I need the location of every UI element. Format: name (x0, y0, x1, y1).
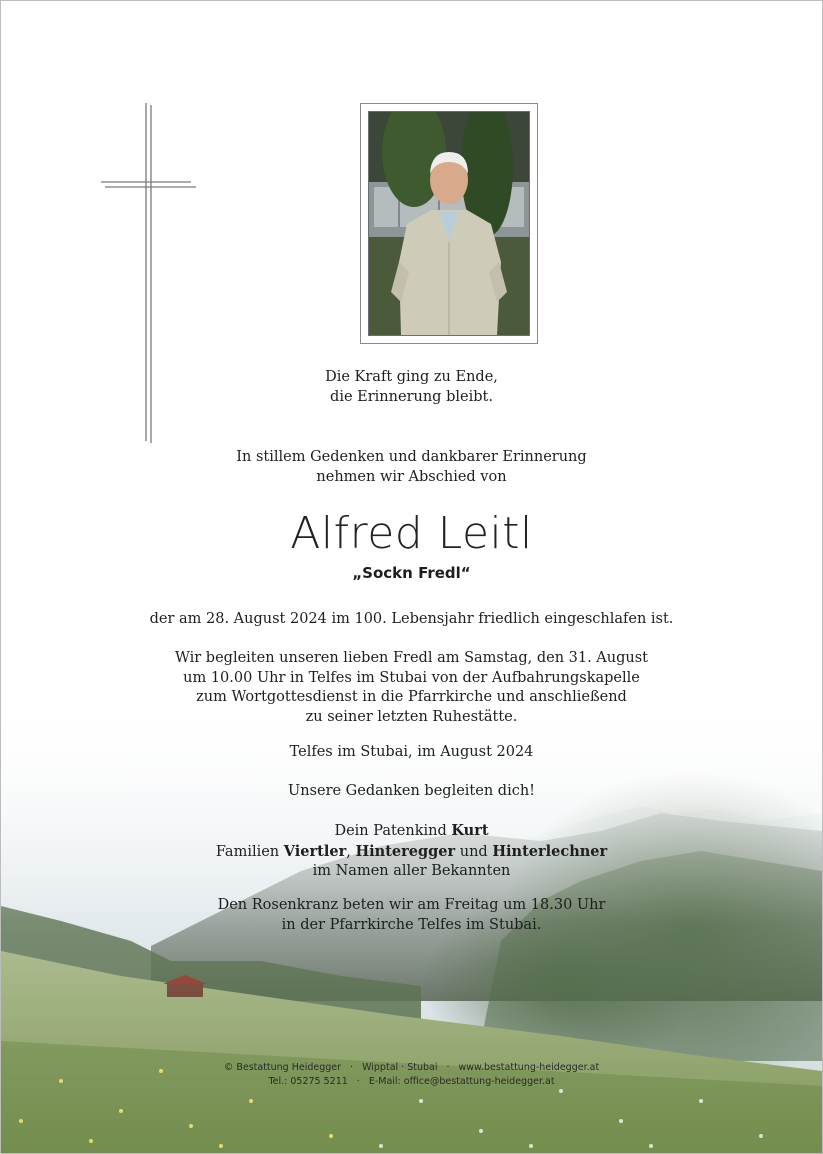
portrait-photo (368, 111, 530, 336)
deceased-nickname: „Sockn Fredl“ (352, 564, 471, 582)
rosary-line-1: Den Rosenkranz beten wir am Freitag um 18.30 Uhr (217, 897, 606, 913)
funeral-line-2: um 10.00 Uhr in Telfes im Stubai von der Aufbahrungskapelle (183, 669, 640, 686)
intro-line-2: nehmen wir Abschied von (316, 468, 507, 485)
footer-website[interactable]: www.bestattung-heidegger.at (458, 1062, 600, 1073)
families-comma: , (346, 843, 356, 860)
family-hinterlechner: Hinterlechner (492, 842, 608, 860)
families-and: und (455, 843, 493, 860)
place-date: Telfes im Stubai, im August 2024 (289, 744, 534, 760)
footer-line-1: © Bestattung Heidegger · Wipptal · Stubai · www.bestattung-heidegger.at (223, 1062, 600, 1073)
godchild-line (1, 821, 822, 842)
thoughts-line: Unsere Gedanken begleiten dich! (287, 783, 535, 799)
footer-phone: Tel.: 05275 5211 (268, 1076, 348, 1087)
godchild-prefix: Dein Patenkind (334, 823, 452, 839)
family-viertler: Viertler (283, 842, 347, 860)
footer-line-2: Tel.: 05275 5211 · E-Mail: office@bestattung-heidegger.at (268, 1076, 555, 1087)
footer-region: Wipptal · Stubai (362, 1062, 438, 1073)
deceased-name: Alfred Leitl (290, 508, 533, 559)
funeral-details (1, 649, 822, 727)
death-notice: der am 28. August 2024 im 100. Lebensjahr friedlich eingeschlafen ist. (149, 611, 674, 627)
footer-company: © Bestattung Heidegger (223, 1062, 342, 1073)
funeral-home-footer (1, 1061, 822, 1089)
funeral-line-4: zu seiner letzten Ruhestätte. (305, 708, 518, 725)
funeral-line-3: zum Wortgottesdienst in die Pfarrkirche und anschließend (196, 689, 627, 705)
families-line (1, 842, 822, 863)
memorial-quote (1, 368, 822, 407)
portrait-frame (360, 103, 538, 344)
footer-email[interactable]: E-Mail: office@bestattung-heidegger.at (368, 1076, 555, 1087)
intro-text (1, 448, 822, 487)
mourners-list (1, 821, 822, 882)
godchild-name: Kurt (451, 822, 489, 839)
quote-line-2: die Erinnerung bleibt. (330, 388, 493, 405)
intro-line-1: In stillem Gedenken und dankbarer Erinnerung (236, 449, 587, 465)
families-prefix: Familien (215, 843, 284, 860)
funeral-line-1: Wir begleiten unseren lieben Fredl am Samstag, den 31. August (174, 650, 649, 666)
quote-line-1: Die Kraft ging zu Ende, (325, 369, 498, 385)
rosary-line-2: in der Pfarrkirche Telfes im Stubai. (281, 916, 542, 933)
family-hinteregger: Hinteregger (355, 842, 456, 860)
rosary-notice (1, 896, 822, 935)
acquaintances-line: im Namen aller Bekannten (312, 863, 511, 879)
